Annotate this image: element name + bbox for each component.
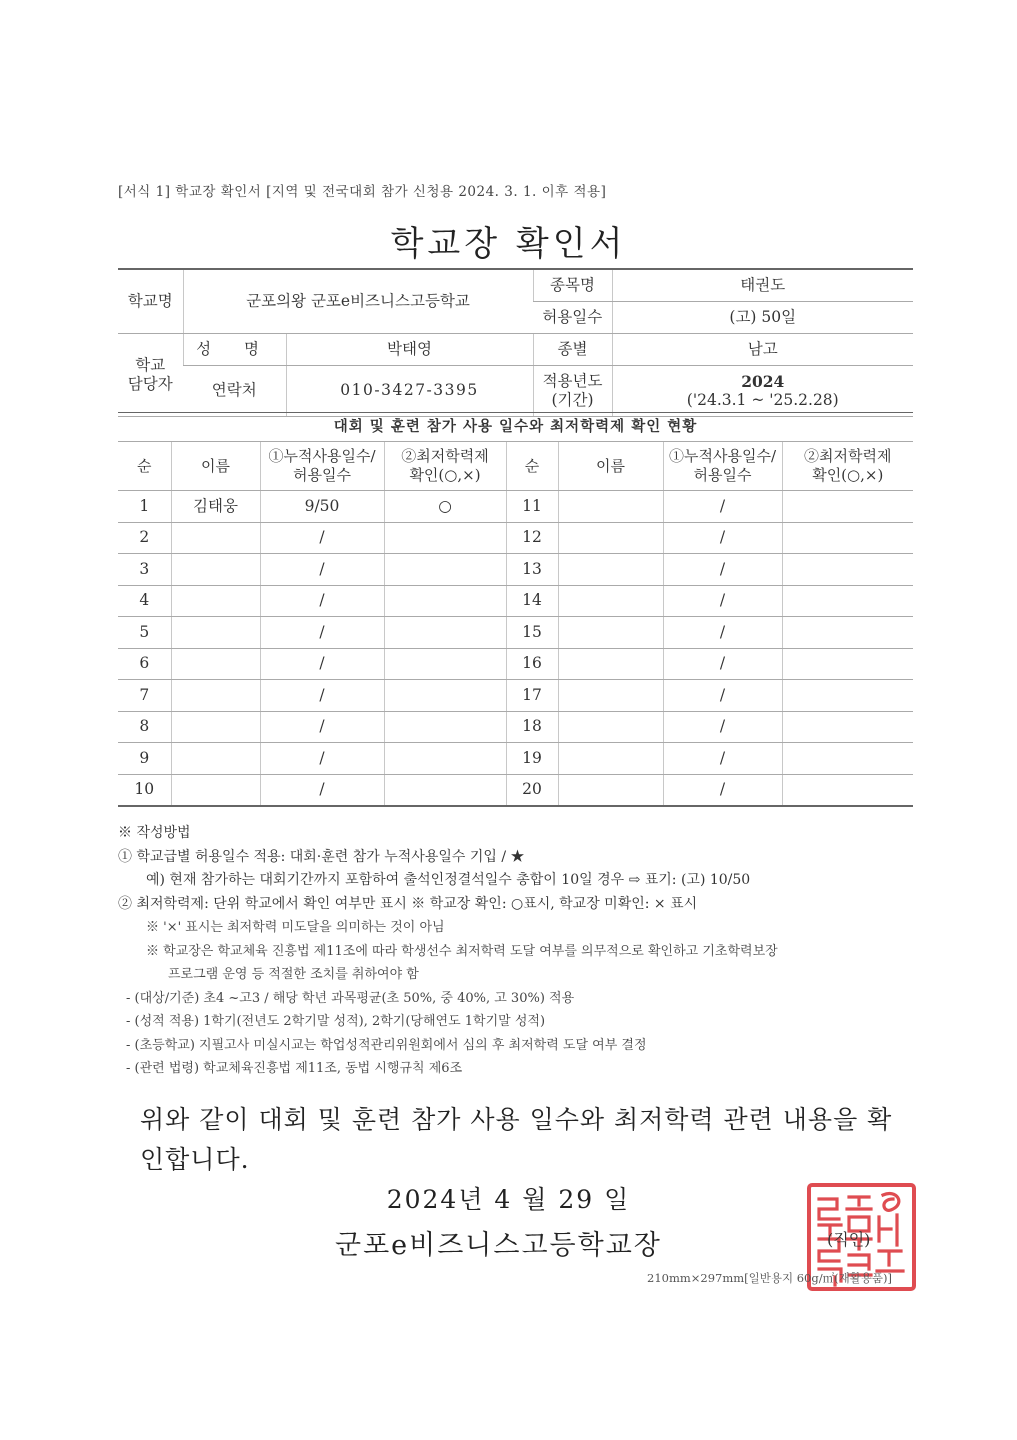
row-min-right [782,774,913,806]
staff-label [118,334,183,417]
notes-line-8: - (성적 적용) 1학기(전년도 2학기말 성적), 2학기(당해연도 1학기말 성적) [126,1014,546,1029]
row-min-right [782,491,913,523]
confirmation-statement: 위와 같이 대회 및 훈련 참가 사용 일수와 최저학력 관련 내용을 확인합니다. [140,1105,893,1174]
header-days-right [663,442,782,491]
row-days-left: / [260,522,384,554]
principal-name: 군포e비즈니스고등학교장 [335,1230,662,1261]
row-no-left: 8 [118,711,171,743]
year-value-year: 2024 [741,371,785,391]
row-days-right: / [663,648,782,680]
table-row [118,774,913,806]
row-min-right [782,554,913,586]
header-name-right: 이름 [558,442,663,491]
row-min-right [782,711,913,743]
header-min-right-line1: ②최저학력제 [804,447,892,466]
row-name-right [558,711,663,743]
row-no-left: 9 [118,743,171,775]
row-min-right [782,617,913,649]
sport-label: 종목명 [533,269,612,302]
row-no-right: 18 [506,711,558,743]
row-name-left [171,617,260,649]
header-days-left [260,442,384,491]
allowed-days-label: 허용일수 [533,302,612,334]
table-row [118,522,913,554]
row-days-left: / [260,585,384,617]
header-no-right: 순 [506,442,558,491]
staff-label-line1: 학교 [135,355,166,374]
row-no-right: 15 [506,617,558,649]
row-days-right: / [663,491,782,523]
row-no-left: 2 [118,522,171,554]
table-row [118,680,913,712]
row-name-right [558,522,663,554]
notes-line-9: - (초등학교) 지필고사 미실시교는 학업성적관리위원회에서 심의 후 최저학력 도달 여부 결정 [126,1037,647,1053]
allowed-days-value: (고) 50일 [612,302,913,334]
row-min-left: ○ [384,491,506,523]
row-no-right: 20 [506,774,558,806]
row-name-left [171,680,260,712]
header-min-left [384,442,506,491]
row-min-right [782,680,913,712]
status-table [118,412,913,807]
document-title: 학교장 확인서 [390,224,627,264]
row-days-right: / [663,554,782,586]
contact-label: 연락처 [183,366,286,417]
table-row [118,743,913,775]
row-no-right: 16 [506,648,558,680]
row-no-right: 13 [506,554,558,586]
row-days-right: / [663,617,782,649]
row-days-left: / [260,617,384,649]
row-no-right: 14 [506,585,558,617]
row-name-right [558,680,663,712]
row-days-left: / [260,554,384,586]
notes-line-10: - (관련 법령) 학교체육진흥법 제11조, 동법 시행규칙 제6조 [126,1061,463,1076]
category-label: 종별 [533,334,612,366]
row-no-left: 4 [118,585,171,617]
header-days-left-line2: 허용일수 [293,466,351,484]
year-label [533,366,612,417]
status-section-title: 대회 및 훈련 참가 사용 일수와 최저학력제 확인 현황 [118,413,913,442]
row-name-right [558,774,663,806]
header-days-left-line1: ①누적사용일수/ [268,447,376,466]
contact-value: 010-3427-3395 [286,366,533,417]
row-no-left: 10 [118,774,171,806]
info-table [118,268,913,417]
header-min-right-line2: 확인(○,×) [812,466,884,484]
row-days-right: / [663,680,782,712]
notes-line-2: 예) 현재 참가하는 대회기간까지 포함하여 출석인정결석일수 총합이 10일 경우 ⇨ 표기: (고) 10/50 [146,872,751,888]
row-min-right [782,585,913,617]
row-no-right: 19 [506,743,558,775]
table-row [118,617,913,649]
row-days-right: / [663,743,782,775]
row-min-right [782,648,913,680]
row-min-left [384,774,506,806]
notes-line-6: 프로그램 운영 등 적절한 조치를 취하여야 함 [168,967,419,982]
school-value: 군포의왕 군포e비즈니스고등학교 [183,269,533,334]
notes-line-7: - (대상/기준) 초4 ~고3 / 해당 학년 과목평균(초 50%, 중 40%, 고 30%) 적용 [126,990,575,1006]
row-no-left: 6 [118,648,171,680]
year-value-period: ('24.3.1 ~ '25.2.28) [686,391,839,409]
row-min-left [384,585,506,617]
row-days-left: / [260,743,384,775]
row-min-left [384,711,506,743]
year-label-line1: 적용년도 [542,371,603,390]
row-days-right: / [663,774,782,806]
header-no-left: 순 [118,442,171,491]
row-no-left: 1 [118,491,171,523]
row-name-right [558,491,663,523]
table-row [118,491,913,523]
writing-instructions [118,822,918,1081]
row-name-left [171,585,260,617]
row-days-right: / [663,585,782,617]
paper-spec: 210mm×297mm[일반용지 60g/㎡(재활용품)] [647,1271,892,1285]
row-min-right [782,743,913,775]
row-days-right: / [663,711,782,743]
row-name-left [171,743,260,775]
table-row [118,711,913,743]
row-no-right: 11 [506,491,558,523]
notes-line-3: ② 최저학력제: 단위 학교에서 확인 여부만 표시 ※ 학교장 확인: ○표시, 학교장 미확인: × 표시 [118,895,698,912]
row-min-left [384,554,506,586]
table-row [118,554,913,586]
row-name-right [558,648,663,680]
row-min-left [384,743,506,775]
row-name-left: 김태웅 [171,491,260,523]
row-name-right [558,743,663,775]
school-label: 학교명 [118,269,183,334]
category-value: 남고 [612,334,913,366]
header-name-left: 이름 [171,442,260,491]
seal-mark-label: (직인) [827,1230,871,1249]
header-days-right-line1: ①누적사용일수/ [669,447,776,466]
row-min-left [384,617,506,649]
sign-date: 2024년 4 월 29 일 [386,1185,631,1214]
row-name-left [171,554,260,586]
row-no-right: 12 [506,522,558,554]
staff-label-line2: 담당자 [127,375,173,393]
row-days-left: / [260,711,384,743]
row-name-right [558,617,663,649]
year-value [612,366,913,417]
row-name-left [171,522,260,554]
notes-line-1: ① 학교급별 허용일수 적용: 대회·훈련 참가 누적사용일수 기입 / ★ [118,848,525,865]
row-name-left [171,774,260,806]
header-min-left-line1: ②최저학력제 [401,447,489,466]
year-label-line2: (기간) [551,391,594,409]
row-days-left: / [260,774,384,806]
header-min-left-line2: 확인(○,×) [409,466,481,484]
table-row [118,585,913,617]
form-code: [서식 1] 학교장 확인서 [지역 및 전국대회 참가 신청용 2024. 3. 1. 이후 적용] [118,184,607,200]
header-min-right [782,442,913,491]
row-name-right [558,554,663,586]
row-no-right: 17 [506,680,558,712]
notes-heading: ※ 작성방법 [118,825,191,841]
row-min-left [384,680,506,712]
notes-line-5: ※ 학교장은 학교체육 진흥법 제11조에 따라 학생선수 최저학력 도달 여부를 의무적으로 확인하고 기초학력보장 [146,943,778,959]
name-value: 박태영 [286,334,533,366]
row-no-left: 5 [118,617,171,649]
row-days-left: / [260,648,384,680]
row-no-left: 7 [118,680,171,712]
table-row [118,648,913,680]
row-no-left: 3 [118,554,171,586]
header-days-right-line2: 허용일수 [693,466,752,484]
row-days-left: 9/50 [260,491,384,523]
row-min-right [782,522,913,554]
row-min-left [384,522,506,554]
row-days-right: / [663,522,782,554]
row-min-left [384,648,506,680]
row-name-left [171,648,260,680]
sport-value: 태권도 [612,269,913,302]
row-name-right [558,585,663,617]
row-name-left [171,711,260,743]
notes-line-4: ※ '×' 표시는 최저학력 미도달을 의미하는 것이 아님 [146,920,445,935]
name-label: 성 명 [183,334,286,366]
row-days-left: / [260,680,384,712]
